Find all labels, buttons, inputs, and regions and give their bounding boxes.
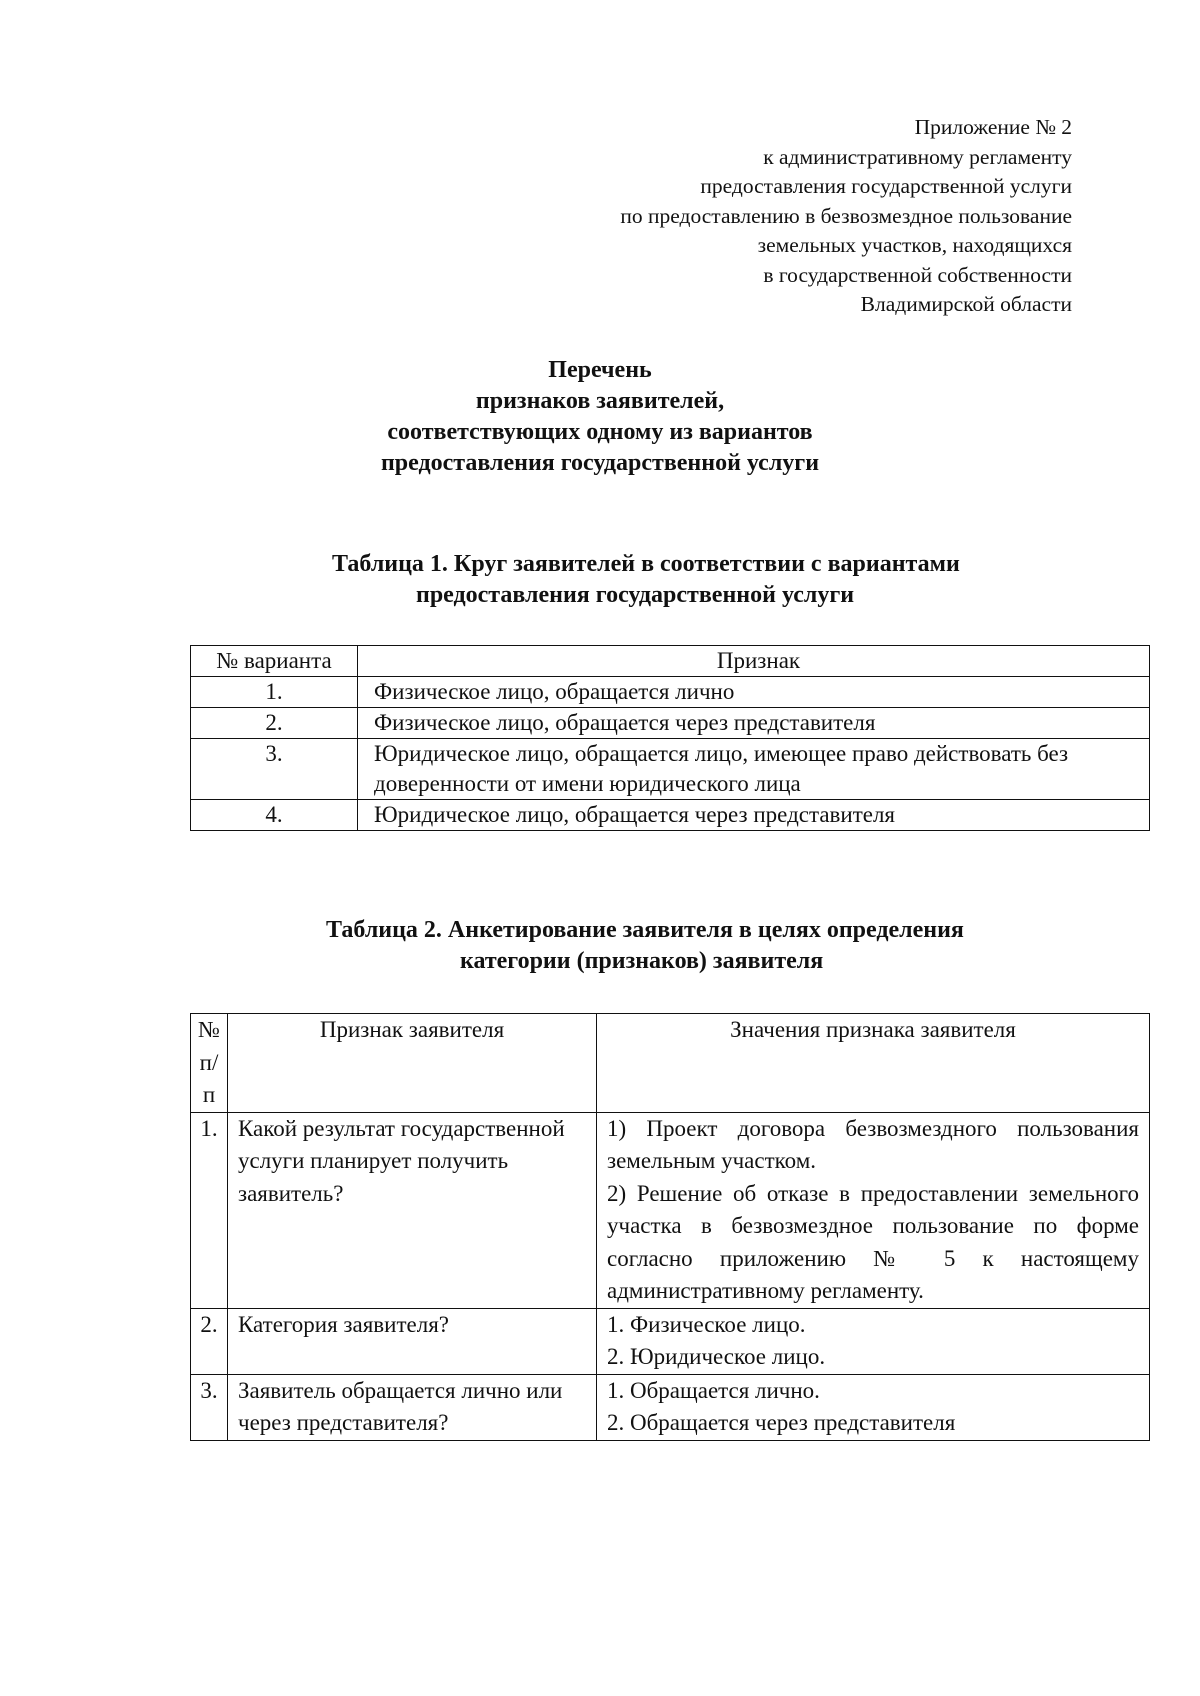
value-item: 1. Физическое лицо.	[607, 1311, 806, 1337]
table-header-row	[191, 646, 1150, 677]
header-row-number: № п/п	[191, 1014, 228, 1113]
table-row	[191, 800, 1150, 831]
table-row	[191, 1308, 1150, 1374]
table2	[190, 1013, 1150, 1441]
variant-sign: Юридическое лицо, обращается лицо, имеющее право действовать без доверенности от имени юридического лица	[358, 739, 1150, 800]
value-item: 2. Юридическое лицо.	[607, 1344, 826, 1369]
caption-line: предоставления государственной услуги	[416, 582, 855, 608]
appendix-line: по предоставлению в безвозмездное пользование	[620, 203, 1072, 228]
appendix-header	[620, 113, 1072, 320]
table-row	[191, 708, 1150, 739]
question-cell: Заявитель обращается лично или через представителя?	[228, 1374, 597, 1440]
question-cell: Категория заявителя?	[228, 1308, 597, 1374]
table1	[190, 645, 1150, 831]
row-number: 2.	[191, 1308, 228, 1374]
appendix-line: Владимирской области	[860, 292, 1072, 316]
caption-line: Таблица 1. Круг заявителей в соответствии с вариантами	[332, 551, 960, 577]
variant-sign: Физическое лицо, обращается лично	[358, 677, 1150, 708]
appendix-line: предоставления государственной услуги	[700, 174, 1072, 198]
value-item: 1. Обращается лично.	[607, 1377, 820, 1403]
appendix-line: в государственной собственности	[763, 262, 1072, 287]
table-header-row	[191, 1014, 1150, 1113]
table-row	[191, 1374, 1150, 1440]
value-item: 2. Обращается через представителя	[607, 1410, 956, 1435]
row-number: 1.	[191, 1112, 228, 1308]
title-line: соответствующих одному из вариантов	[387, 419, 813, 445]
document-title	[0, 355, 1200, 479]
caption-line: Таблица 2. Анкетирование заявителя в целях определения	[326, 917, 964, 943]
appendix-line: Приложение № 2	[914, 115, 1072, 139]
table2-caption	[190, 915, 1090, 977]
table1-caption	[190, 549, 1090, 611]
header-sign: Признак	[358, 646, 1150, 677]
caption-line: категории (признаков) заявителя	[460, 948, 824, 974]
title-line: признаков заявителей,	[475, 388, 725, 414]
title-line: Перечень	[548, 357, 652, 383]
variant-number: 1.	[191, 677, 358, 708]
row-number: 3.	[191, 1374, 228, 1440]
title-line: предоставления государственной услуги	[380, 450, 820, 476]
appendix-line: земельных участков, находящихся	[757, 233, 1072, 257]
appendix-line: к административному регламенту	[763, 144, 1072, 169]
variant-number: 4.	[191, 800, 358, 831]
variant-number: 2.	[191, 708, 358, 739]
variant-sign: Физическое лицо, обращается через представителя	[358, 708, 1150, 739]
variant-sign: Юридическое лицо, обращается через представителя	[358, 800, 1150, 831]
values-cell	[597, 1112, 1150, 1308]
values-cell	[597, 1308, 1150, 1374]
table-row	[191, 1112, 1150, 1308]
variant-number: 3.	[191, 739, 358, 800]
header-applicant-sign: Признак заявителя	[228, 1014, 597, 1113]
header-sign-values: Значения признака заявителя	[597, 1014, 1150, 1113]
header-variant-number: № варианта	[191, 646, 358, 677]
table-row	[191, 677, 1150, 708]
table-row	[191, 739, 1150, 800]
value-item: 1) Проект договора безвозмездного пользования земельным участком.	[607, 1115, 1139, 1173]
values-cell	[597, 1374, 1150, 1440]
question-cell: Какой результат государственной услуги планирует получить заявитель?	[228, 1112, 597, 1308]
value-item: 2) Решение об отказе в предоставлении земельного участка в безвозмездное пользование по форме согласно приложению № 5 к настоящему административному регламенту.	[607, 1180, 1139, 1303]
